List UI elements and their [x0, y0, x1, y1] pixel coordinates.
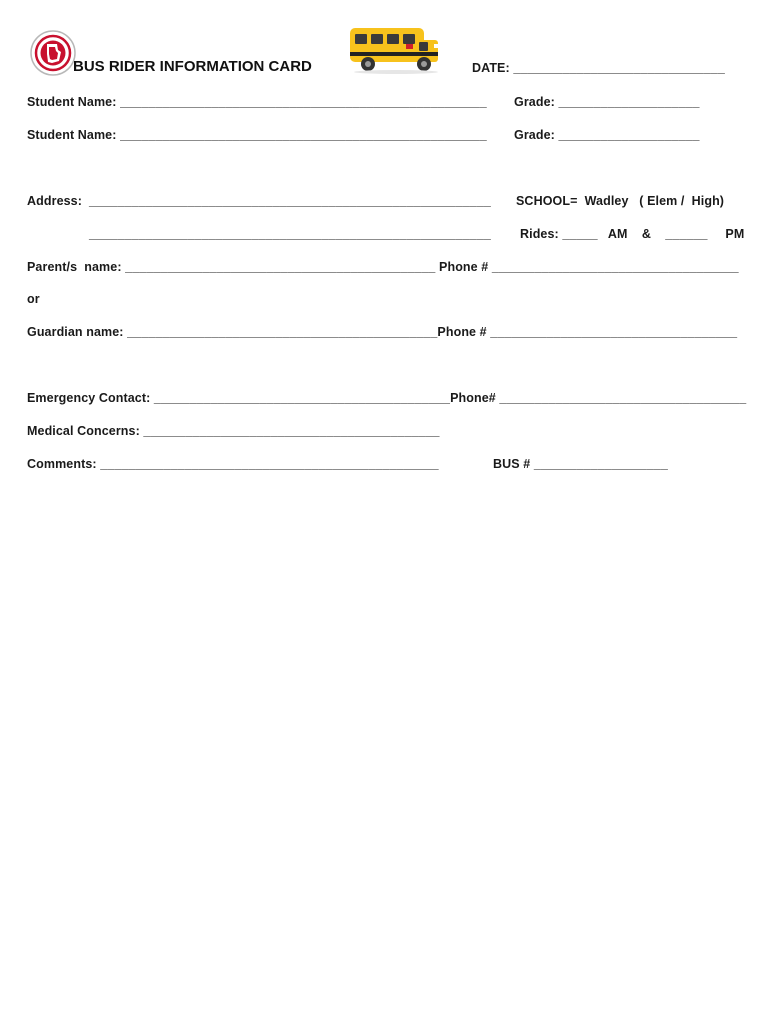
address-label: Address: — [27, 194, 82, 208]
address-line-1[interactable]: _________________________________________________________ — [89, 194, 491, 208]
student-name-field-1[interactable]: Student Name: ____________________________________________________ — [27, 95, 487, 109]
medical-concerns-field[interactable]: Medical Concerns: __________________________________________ — [27, 424, 440, 438]
address-line-2[interactable]: _________________________________________________________ — [89, 227, 491, 241]
parent-name-phone-field[interactable]: Parent/s name: ____________________________________________ Phone # ___________________________________ — [27, 260, 739, 274]
bus-number-field[interactable]: BUS # ___________________ — [493, 457, 668, 471]
school-selection[interactable]: SCHOOL= Wadley ( Elem / High) — [516, 194, 725, 208]
grade-field-1[interactable]: Grade: ____________________ — [514, 95, 700, 109]
school-bus-icon — [344, 24, 442, 74]
date-field[interactable]: DATE: ______________________________ — [472, 61, 725, 75]
grade-field-2[interactable]: Grade: ____________________ — [514, 128, 700, 142]
form-title: BUS RIDER INFORMATION CARD — [73, 58, 312, 75]
district-logo — [30, 30, 76, 76]
comments-field[interactable]: Comments: ________________________________________________ — [27, 457, 439, 471]
or-text: or — [27, 292, 40, 306]
student-name-field-2[interactable]: Student Name: ____________________________________________________ — [27, 128, 487, 142]
rides-field[interactable]: Rides: _____ AM & ______ PM — [520, 227, 745, 241]
guardian-name-phone-field[interactable]: Guardian name: ____________________________________________Phone # ___________________________________ — [27, 325, 738, 339]
emergency-contact-field[interactable]: Emergency Contact: __________________________________________Phone# ___________________________________ — [27, 391, 747, 405]
